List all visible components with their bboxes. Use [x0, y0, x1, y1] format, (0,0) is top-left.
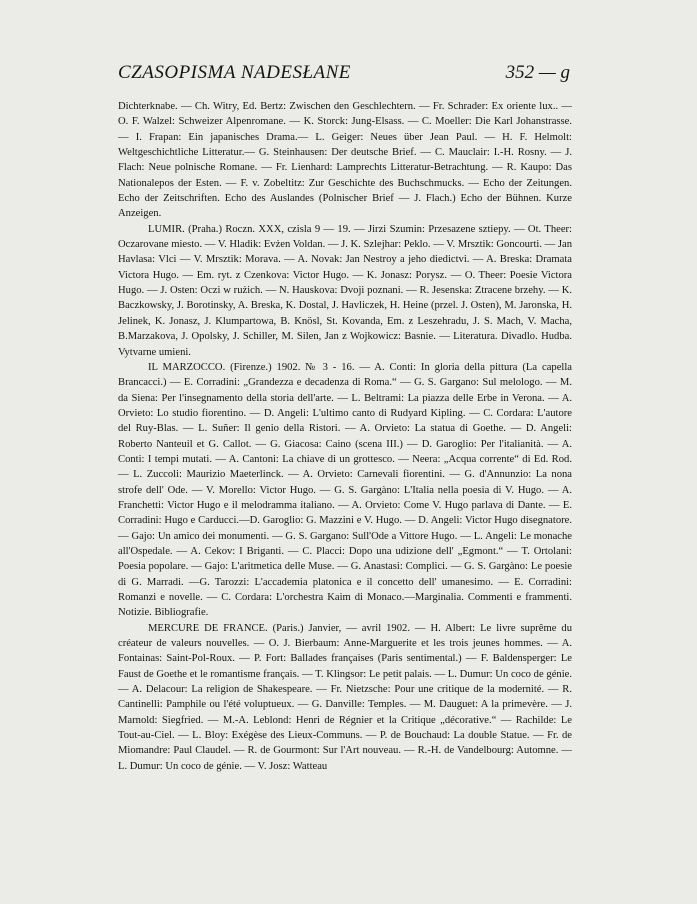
paragraph-mercure-de-france: MERCURE DE FRANCE. (Paris.) Janvier, — avril 1902. — H. Albert: Le livre suprême du créateur de valeurs nouvelles. — O. J. Bierbaum: Anne-Marguerite et les trois jeunes hommes. — A. Fontainas: Saint-Pol-Roux. — P. Fort: Ballades françaises (Paris sentimental.) — F. Baldensperger: Le Faust de Goethe et le romantisme français. — T. Klingsor: Le petit palais. — L. Dumur: Un coco de génie. — A. Delacour: La religion de Shakespeare. — Fr. Nietzsche: Pour une critique de la modernité. — R. Cantinelli: Pamphile ou l'été voluptueux. — G. Danville: Temples. — M. Dauguet: A la primevère. — J. Marnold: Siegfried. — M.-A. Leblond: Henri de Régnier et la Critique „décorative.“ — Rachilde: Le Tout-au-Ciel. — L. Bloy: Exégèse des Lieux-Communs. — P. de Bouchaud: La double Statue. — Fr. de Miomandre: Paul Claudel. — R. de Gourmont: Sur l'Art nouveau. — R.-H. de Vandelbourg: Automne. — L. Dumur: Un coco de génie. — V. Josz: Watteau	[118, 622, 572, 772]
page-number: 352 — g	[505, 62, 570, 83]
paragraph-lumir: LUMIR. (Praha.) Roczn. XXX, czisla 9 — 19. — Jirzi Szumin: Przesazene sztiepy. — Ot. Theer: Oczarovane miesto. — V. Hladik: Evżen Voldan. — J. K. Szlejhar: Peklo. — V. Mrsztik: Goncourti. — Jan Havlasa: Vlci — V. Mrsztik: Morava. — A. Novak: Jan Nestroy a jeho diedictvi. — A. Breska: Dramata Victora Hugo. — Em. ryt. z Czenkova: Victor Hugo. — K. Jonasz: Porysz. — O. Theer: Poesie Victora Hugo. — J. Osten: Oczi w rużich. — N. Hauskova: Dvoji poznani. — R. Jesenska: Ztracene brzehy. — K. Baczkowsky, J. Borotinsky, A. Breska, K. Dostal, J. Havliczek, H. Heine (przel. J. Osten), M. Jaronska, H. Jelinek, K. Jonasz, J. Klumpartowa, B. Knösl, St. Kovanda, Em. z Leszehradu, J. S. Mach, V. Macha, B.Marzakova, J. Opolsky, J. Schiller, M. Silen, Jan z Wojkowicz: Basnie. — Literatura. Divadlo. Hudba. Vytvarne umieni.	[118, 223, 573, 358]
section-title: CZASOPISMA NADESŁANE	[118, 62, 351, 83]
paragraph-continuation: Dichterknabe. — Ch. Witry, Ed. Bertz: Zwischen den Geschlechtern. — Fr. Schrader: Ex oriente lux.. — O. F. Walzel: Schweizer Alpenromane. — K. Storck: Jung-Elsass. — C. Moeller: Die Karl Johanstrasse. — I. Frapan: Ein japanisches Drama.— L. Geiger: Neues über Jean Paul. — H. F. Helmolt: Weltgeschichtliche Litteratur.— G. Steinhausen: Der deutsche Brief. — C. Mauclair: I.-H. Rosny. — J. Flach: Neue polnische Romane. — Fr. Lienhard: Lamprechts Litteratur-Betrachtung. — R. Kaupo: Das Nationalepos der Esten. — F. v. Zobeltitz: Zur Geschichte des Buchschmucks. — Echo der Zeitungen. Echo der Zeitschriften. Echo des Auslandes (Polnischer Brief — J. Flach.) Echo der Bühnen. Kurze Anzeigen.	[118, 101, 572, 220]
page-header	[118, 62, 570, 88]
paragraph-il-marzocco: IL MARZOCCO. (Firenze.) 1902. № 3 - 16. — A. Conti: In gloria della pittura (La capella Brancacci.) — E. Corradini: „Grandezza e decadenza di Roma.“ — G. S. Gargano: Sul melologo. — M. da Siena: Per l'insegnamento della storia dell'arte. — L. Beltrami: La piazza delle Erbe in Verona. — A. Orvieto: Lo studio fiorentino. — D. Angeli: L'ultimo canto di Rudyard Kipling. — C. Cordara: L'autore del Ruy-Blas. — L. Suñer: Il genio della Ristori. — A. Orvieto: La statua di Goethe. — D. Angeli: Roberto Nanteuil et G. Callot. — G. Giacosa: Caino (scena III.) — D. Garoglio: Per l'italianità. — A. Conti: I tempi mutati. — A. Cantoni: La chiave di un grottesco. — Neera: „Acqua corrente“ di Ed. Rod. — L. Zuccoli: Maurizio Maeterlinck. — A. Orvieto: Carnevali fiorentini. — G. d'Annunzio: La nona strofe dell' Ode. — V. Morello: Victor Hugo. — G. S. Gargàno: L'Italia nella poesia di V. Hugo. — A. Franchetti: Victor Hugo e il melodramma italiano. — A. Orvieto: Come V. Hugo parlava di Dante. — E. Corradini: Hugo e Carducci.—D. Garoglio: G. Mazzini e V. Hugo. — D. Angeli: Victor Hugo disegnatore. — Gajo: Un amico dei monumenti. — G. S. Gargano: Sull'Ode a Vittore Hugo. — L. Angeli: Le monache all'Ospedale. — A. Cekov: I Briganti. — C. Placci: Dopo una udizione dell' „Egmont.“ — T. Ortolani: Poesia popolare. — Gajo: L'aritmetica delle Muse. — G. Anastasi: Complici. — G. S. Gargàno: Le poesie di G. Marradi. —G. Tarozzi: L'accademia platonica e il concetto dell' umanesimo. — E. Corradini: Romanzi e novelle. — C. Cordara: L'orchestra Kaim di Monaco.—Marginalia. Commenti e frammenti. Notizie. Bibliografie.	[118, 361, 572, 619]
periodicals-list	[118, 99, 572, 774]
